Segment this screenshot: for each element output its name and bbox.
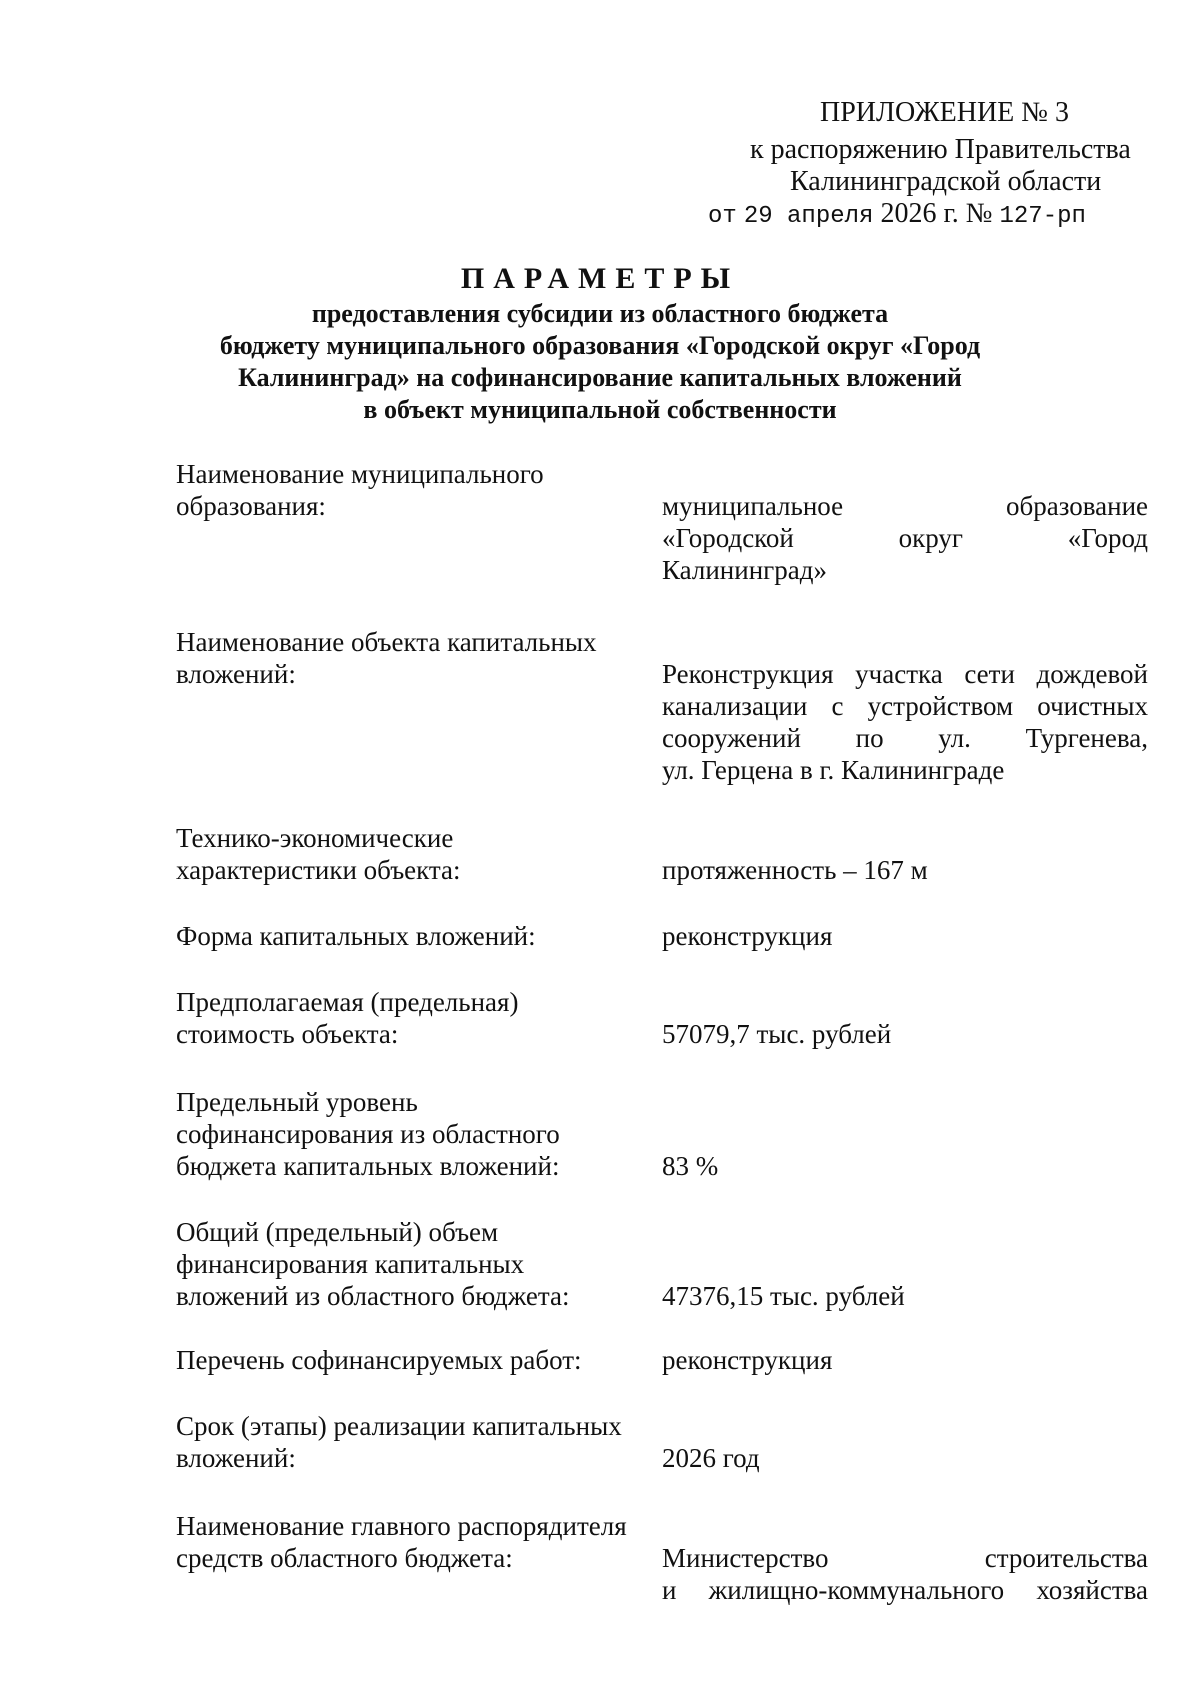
label-line: Общий (предельный) объем <box>176 1217 499 1247</box>
subtitle-line: бюджету муниципального образования «Городской округ «Город <box>219 331 981 360</box>
subtitle-line: в объект муниципальной собственности <box>363 395 837 424</box>
label-line: бюджета капитальных вложений: <box>176 1151 560 1181</box>
param-value <box>662 854 1148 886</box>
param-label <box>176 1510 666 1574</box>
label-line: характеристики объекта: <box>176 855 461 885</box>
label-line: Технико-экономические <box>176 823 454 853</box>
param-value <box>662 1018 1148 1050</box>
value-line: 47376,15 тыс. рублей <box>662 1281 905 1311</box>
param-value <box>662 920 1148 952</box>
label-line: Наименование объекта капитальных <box>176 627 597 657</box>
annex-region-line: Калининградской области <box>790 166 1102 197</box>
value-line: муниципальное образование <box>662 491 1148 521</box>
label-line: образования: <box>176 491 326 521</box>
annex-order-line: к распоряжению Правительства <box>750 134 1131 165</box>
param-label <box>176 986 666 1050</box>
subtitle-line: Калининград» на софинансирование капитальных вложений <box>238 363 962 392</box>
param-label <box>176 822 666 886</box>
annex-number: 127-рп <box>999 203 1086 230</box>
label-line: софинансирования из областного <box>176 1119 560 1149</box>
value-line: протяженность – 167 м <box>662 855 928 885</box>
label-line: Срок (этапы) реализации капитальных <box>176 1411 622 1441</box>
label-line: вложений: <box>176 1443 296 1473</box>
param-label <box>176 458 666 522</box>
label-line: финансирования капитальных <box>176 1249 525 1279</box>
annex-date-year: 2026 г. <box>880 198 959 229</box>
param-label <box>176 1344 666 1376</box>
param-label <box>176 920 666 952</box>
label-line: Форма капитальных вложений: <box>176 921 536 951</box>
value-line: канализации с устройством очистных <box>662 691 1148 721</box>
label-line: стоимость объекта: <box>176 1019 399 1049</box>
value-line: сооружений по ул. Тургенева, <box>662 723 1148 753</box>
value-line: реконструкция <box>662 921 833 951</box>
param-value <box>662 1542 1148 1606</box>
label-line: Предельный уровень <box>176 1087 418 1117</box>
label-line: вложений: <box>176 659 296 689</box>
param-label <box>176 1086 666 1182</box>
label-line: Предполагаемая (предельная) <box>176 987 519 1017</box>
param-value <box>662 1344 1148 1376</box>
value-line: «Городской округ «Город <box>662 523 1148 553</box>
value-line: 2026 год <box>662 1443 760 1473</box>
param-label <box>176 626 666 690</box>
label-line: средств областного бюджета: <box>176 1543 513 1573</box>
value-line: ул. Герцена в г. Калининграде <box>662 755 1005 785</box>
value-line: Реконструкция участка сети дождевой <box>662 659 1148 689</box>
value-line: 57079,7 тыс. рублей <box>662 1019 892 1049</box>
subtitle-line: предоставления субсидии из областного бюджета <box>311 299 889 328</box>
param-value <box>662 1280 1148 1312</box>
value-line: реконструкция <box>662 1345 833 1375</box>
label-line: вложений из областного бюджета: <box>176 1281 570 1311</box>
param-label <box>176 1410 666 1474</box>
param-label <box>176 1216 666 1312</box>
param-value <box>662 1150 1148 1182</box>
param-value <box>662 658 1148 786</box>
annex-title: ПРИЛОЖЕНИЕ № 3 <box>820 97 1069 128</box>
param-value <box>662 490 1148 586</box>
value-line: Министерство строительства <box>662 1543 1148 1573</box>
value-line: и жилищно-коммунального хозяйства <box>662 1575 1148 1605</box>
value-line: 83 % <box>662 1151 719 1181</box>
document-subtitle <box>0 298 1200 426</box>
annex-date-day-month: 29 апреля <box>743 203 874 230</box>
label-line: Наименование главного распорядителя <box>176 1511 627 1541</box>
param-value <box>662 1442 1148 1474</box>
label-line: Наименование муниципального <box>176 459 544 489</box>
document-title: ПАРАМЕТРЫ <box>460 262 740 295</box>
annex-date-line <box>708 197 1086 233</box>
label-line: Перечень софинансируемых работ: <box>176 1345 582 1375</box>
annex-number-sign: № <box>965 198 993 229</box>
annex-date-prefix: от <box>708 203 737 230</box>
value-line: Калининград» <box>662 555 827 585</box>
